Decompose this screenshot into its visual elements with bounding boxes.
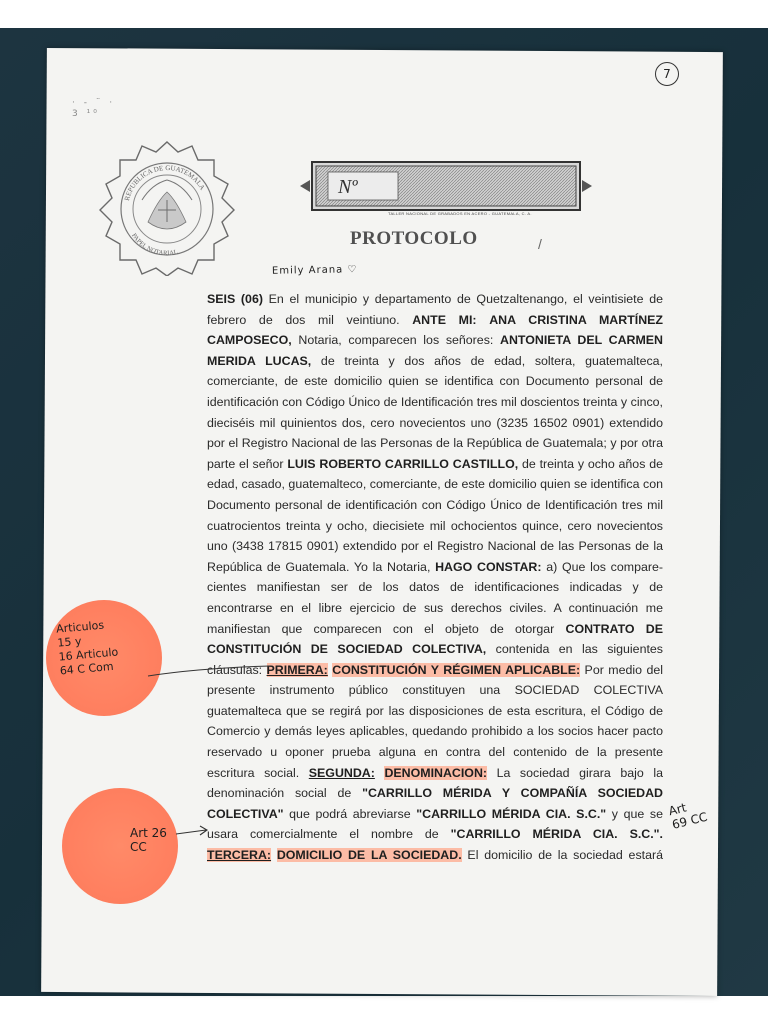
margin-annotation-art-69: Art 69 CC — [667, 800, 709, 832]
annotation-art-26: Art 26 CC — [130, 826, 167, 854]
text-line: reservado u oponer prueba alguna en contra del contenido de la presente — [207, 745, 663, 760]
text-line: edad, casado, guatemalteco, comerciante, de este domicilio quien se identifica con — [207, 477, 663, 492]
page-number: 7 — [655, 62, 679, 86]
annotation-articles: Articulos 15 y 16 Articulo 64 C Com — [55, 618, 119, 678]
stamp-caption: TALLER NACIONAL DE GRABADOS EN ACERO - GUATEMALA, C. A. — [388, 211, 532, 216]
text-line: MERIDA LUCAS, de treinta y dos años de edad, soltera, guatemalteca, — [207, 353, 663, 368]
text-line: cientes manifiestan ser de los datos de identificaciones indicadas y de — [207, 580, 663, 595]
text-line: dieciséis mil quinientos dos, cero novecientos uno (3235 16502 0901) extendido — [207, 415, 663, 430]
text-line: comerciante, de este domicilio quien se identifica con Documento personal de — [207, 374, 663, 389]
text-line: uno (3438 17815 0901) extendido por el Registro Nacional de las Personas de la — [207, 539, 663, 554]
text-line: identificación con Código Único de Identificación tres mil doscientos treinta y cinco, — [207, 394, 663, 409]
document-title: PROTOCOLO — [350, 228, 478, 249]
text-line: manifiestan que comparecen con el objeto de otorgar CONTRATO DE — [207, 621, 663, 636]
text-line: COLECTIVA" que podrá abreviarse "CARRILLO MÉRIDA CIA. S.C." y que se — [207, 806, 663, 821]
text-line: escritura social. SEGUNDA: DENOMINACION: La sociedad girara bajo la — [207, 765, 663, 780]
text-line: encontrarse en el libre ejercicio de sus derechos civiles. A continuación me — [207, 600, 663, 615]
text-line: cuatrocientos treinta y ocho, diecisiete mil ochocientos quince, cero novecientos — [207, 518, 663, 533]
handwritten-name: Emily Arana ♡ — [271, 264, 358, 277]
text-line: febrero de dos mil veintiuno. ANTE MI: ANA CRISTINA MARTÍNEZ — [207, 312, 663, 327]
text-line: denominación social de "CARRILLO MÉRIDA Y COMPAÑÍA SOCIEDAD — [207, 786, 663, 801]
text-line: usara comercialmente el nombre de "CARRILLO MÉRIDA CIA. S.C.". — [207, 827, 663, 842]
text-line: República de Guatemala. Yo la Notaria, HAGO CONSTAR: a) Que los compare- — [207, 559, 663, 574]
text-line: guatemalteca que se regirá por las disposiciones de esta escritura, el Código de — [207, 703, 663, 718]
pencil-tick: / — [538, 236, 542, 252]
text-line: CONSTITUCIÓN DE SOCIEDAD COLECTIVA, contenida en las siguientes — [207, 642, 663, 657]
stamp-number-label: Nº — [338, 176, 358, 198]
text-line: cláusulas: PRIMERA: CONSTITUCIÓN Y RÉGIMEN APLICABLE: Por medio del — [207, 662, 663, 677]
text-line: TERCERA: DOMICILIO DE LA SOCIEDAD. El domicilio de la sociedad estará — [207, 848, 663, 863]
seal-text-bottom: PAPEL NOTARIAL — [130, 232, 179, 258]
pencil-marks: · - ¨ · 3 ¹⁰ — [72, 98, 116, 119]
text-line: CAMPOSECO, Notaria, comparecen los señores: ANTONIETA DEL CARMEN — [207, 333, 663, 348]
text-line: Comercio y demás leyes aplicables, quedando prohibido a los socios hacer pacto — [207, 724, 663, 739]
text-line: presente instrumento público constituyen una SOCIEDAD COLECTIVA — [207, 683, 663, 698]
text-line: parte el señor LUIS ROBERTO CARRILLO CASTILLO, de treinta y ocho años de — [207, 456, 663, 471]
text-line: SEIS (06) En el municipio y departamento de Quetzaltenango, el veintisiete de — [207, 292, 663, 306]
text-line: por el Registro Nacional de las Personas de la República de Guatemala; y por otra — [207, 436, 663, 451]
seal-text-top: REPUBLICA DE GUATEMALA — [122, 163, 207, 202]
text-line: Documento personal de identificación con Código Único de Identificación tres mil — [207, 497, 663, 512]
